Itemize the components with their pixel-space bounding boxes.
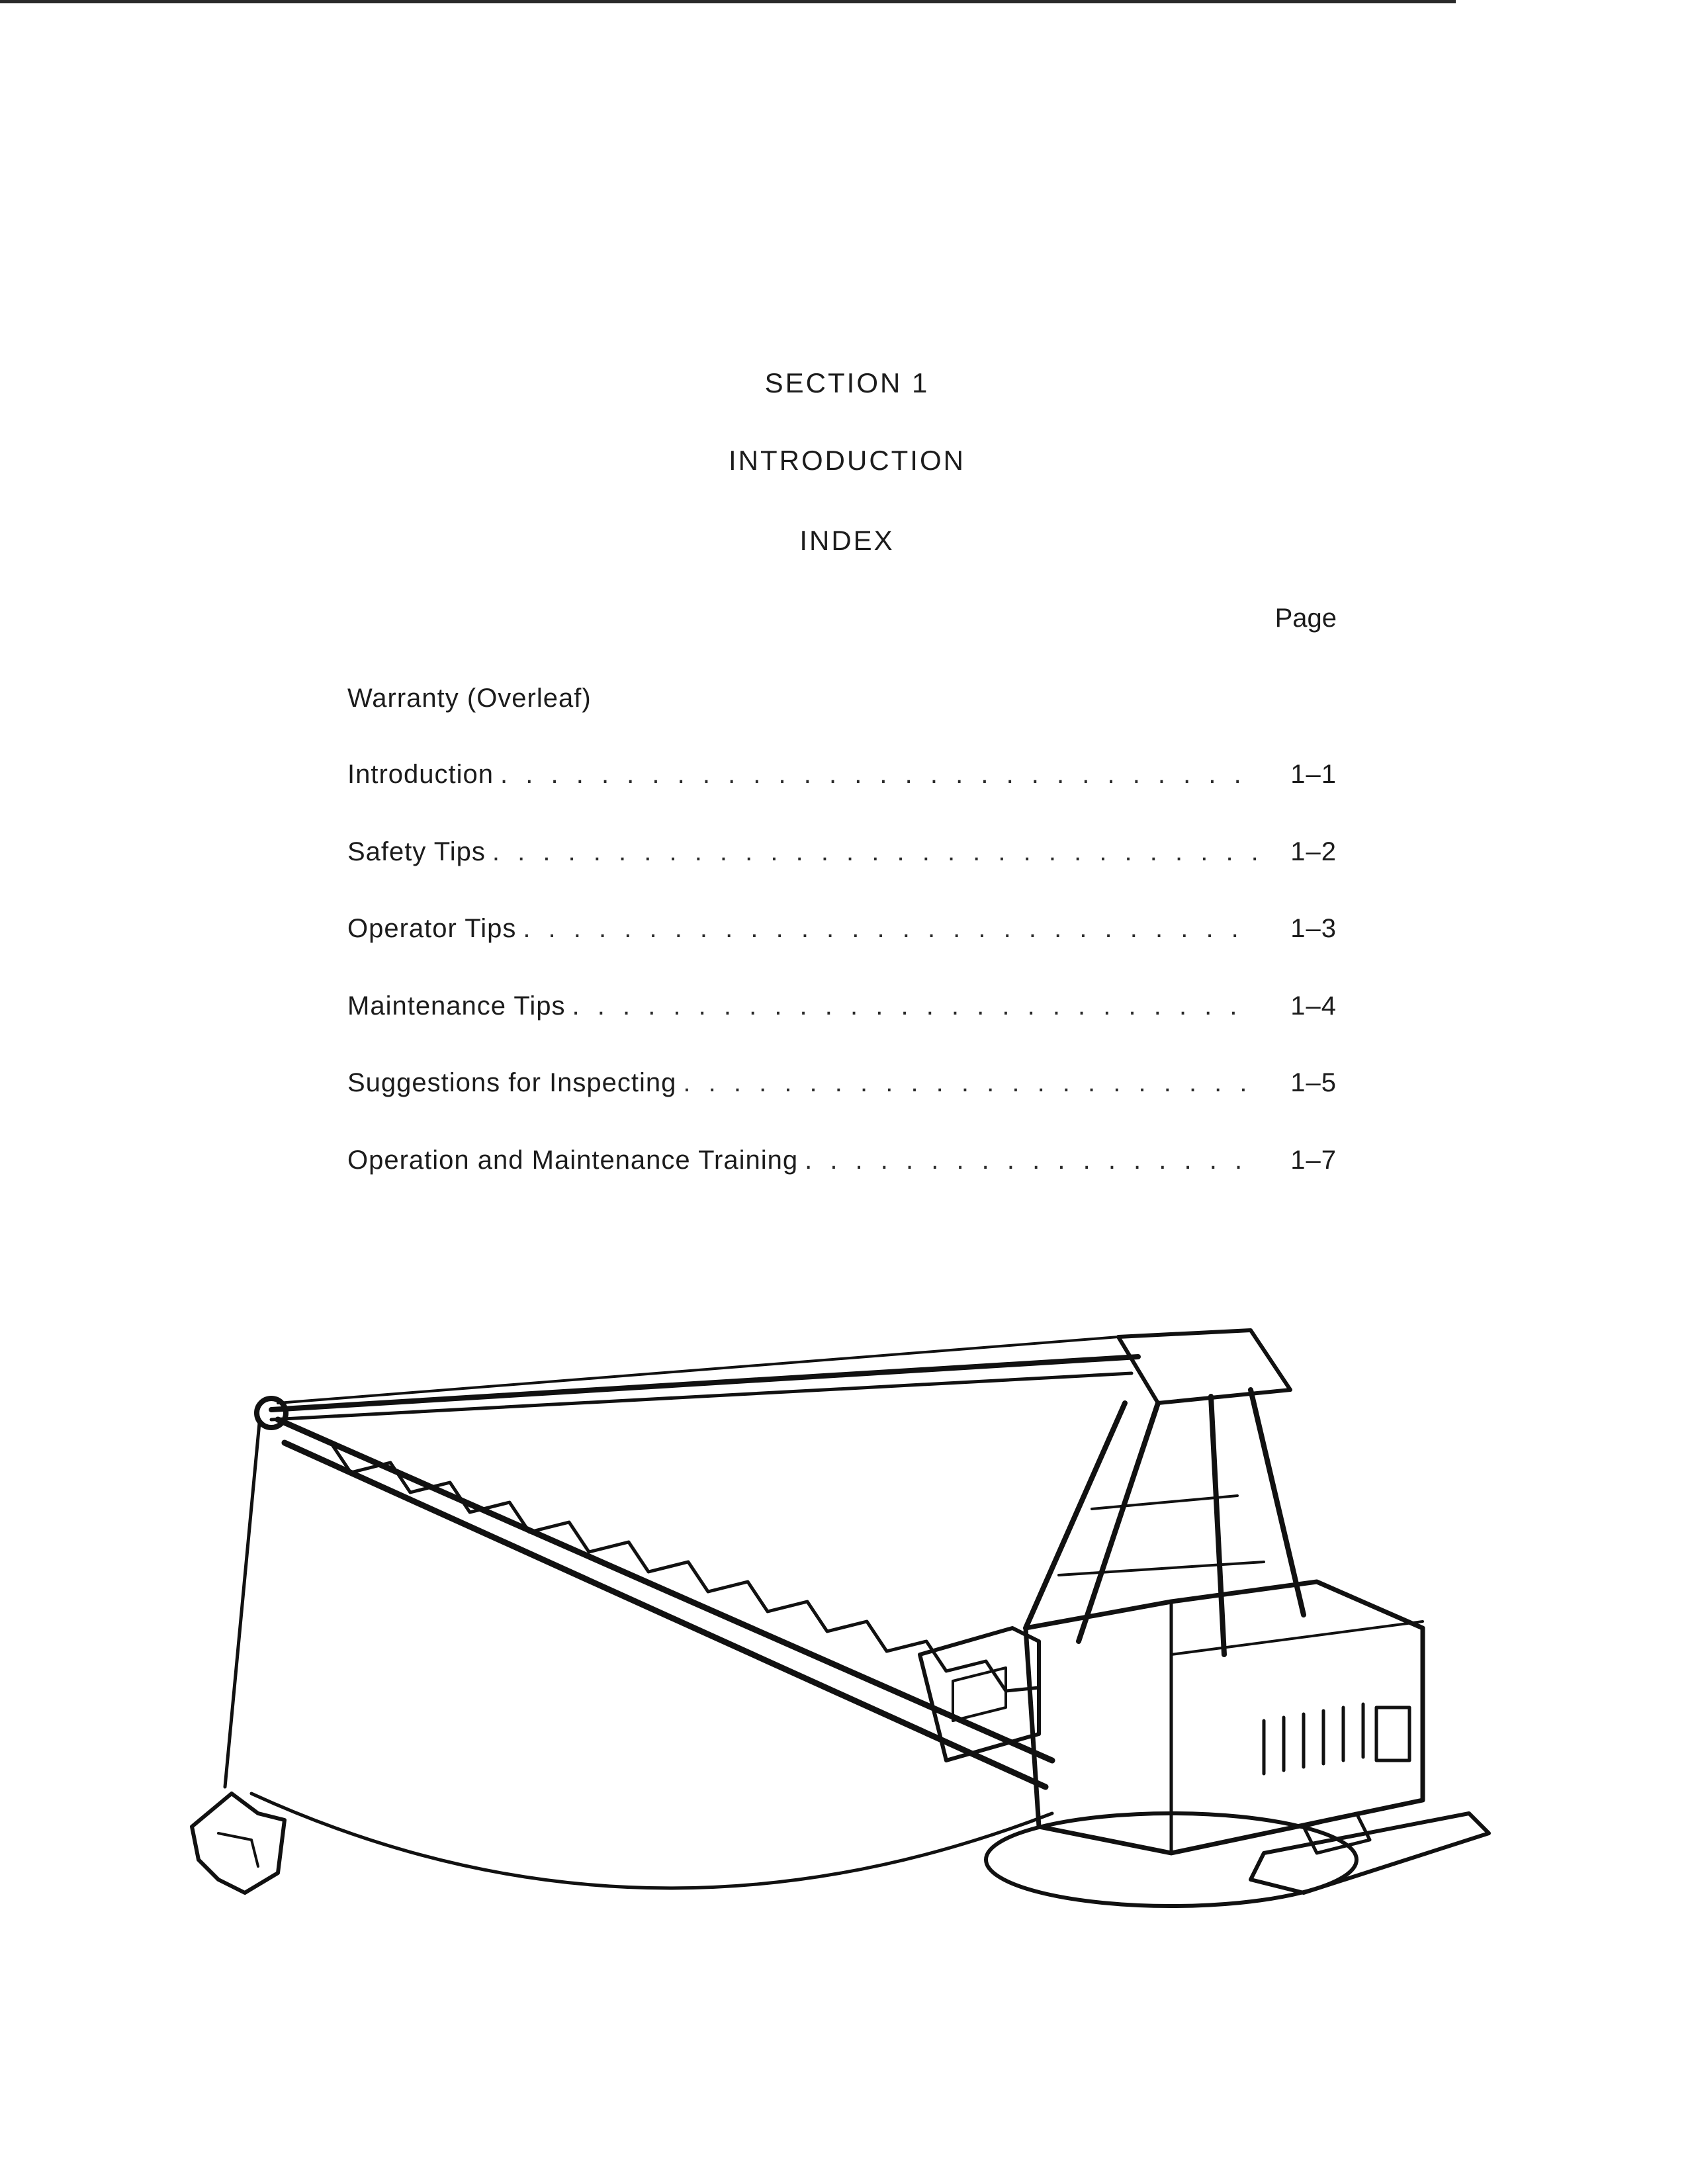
toc-entry-title: Introduction xyxy=(347,760,494,789)
toc-row xyxy=(347,914,1337,991)
section-heading: SECTION 1 xyxy=(764,367,930,398)
toc-leader-dots xyxy=(572,991,1256,1021)
toc-leader-dots xyxy=(683,1068,1256,1098)
toc-entry-title: Operator Tips xyxy=(347,914,517,943)
top-border-rule xyxy=(0,0,1456,3)
toc-entry-title: Suggestions for Inspecting xyxy=(347,1068,677,1097)
toc-page-number: 1–4 xyxy=(1290,991,1337,1021)
toc-row xyxy=(347,760,1337,837)
toc-row xyxy=(347,1068,1337,1146)
toc-entry-title: Operation and Maintenance Training xyxy=(347,1145,799,1175)
toc-page-number: 1–3 xyxy=(1290,914,1337,943)
toc-row xyxy=(347,837,1337,915)
index-heading: INDEX xyxy=(799,525,895,556)
toc-page-number: 1–2 xyxy=(1290,837,1337,866)
toc-leader-dots xyxy=(500,760,1256,790)
toc-leader-dots xyxy=(805,1146,1256,1175)
toc-leader-dots xyxy=(523,914,1256,944)
toc-page-number: 1–1 xyxy=(1290,760,1337,789)
dragline-excavator-illustration xyxy=(179,1310,1502,1946)
section-title: INTRODUCTION xyxy=(729,445,965,476)
toc-page-number: 1–7 xyxy=(1290,1145,1337,1175)
page-column-label: Page xyxy=(1274,604,1337,633)
table-of-contents xyxy=(347,760,1337,1222)
toc-entry-title: Maintenance Tips xyxy=(347,991,566,1021)
toc-row xyxy=(347,991,1337,1069)
toc-page-number: 1–5 xyxy=(1290,1068,1337,1097)
toc-entry-title: Safety Tips xyxy=(347,837,486,866)
toc-row xyxy=(347,1146,1337,1223)
toc-leader-dots xyxy=(492,837,1256,867)
warranty-entry: Warranty (Overleaf) xyxy=(347,684,592,713)
